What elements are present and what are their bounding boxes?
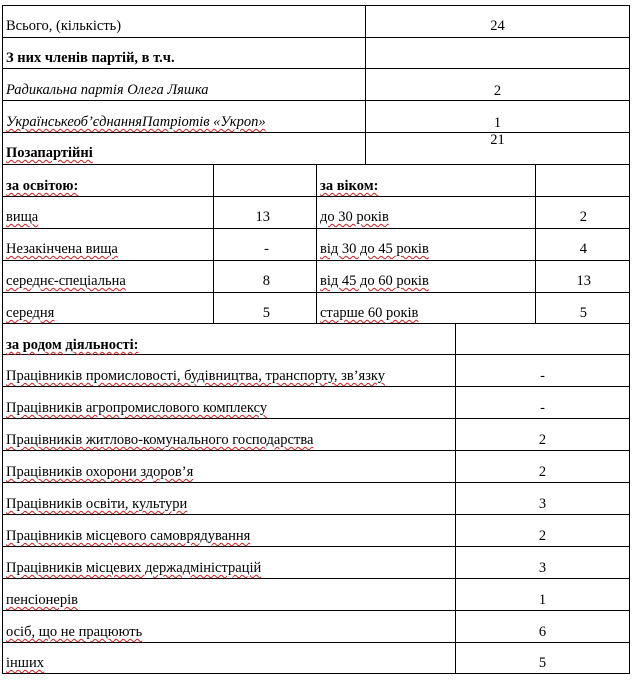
grid-line [2, 100, 630, 101]
occupation-label: Працівників агропромислового комплексу [6, 400, 268, 416]
party-label: Українськеоб’єднанняПатріотів «Укроп» [6, 114, 266, 130]
occupation-label: осіб, що не працюють [6, 624, 143, 640]
nonpartisan-label: Позапартійні [6, 145, 93, 161]
grid-line [2, 354, 630, 355]
occupation-label: Працівників промисловості, будівництва, транспорту, зв’язку [6, 368, 386, 384]
total-value: 24 [490, 18, 505, 34]
party-members-label: З них членів партій, в т.ч. [6, 50, 175, 66]
grid-line [629, 5, 630, 674]
age-label: від 30 до 45 років [320, 241, 429, 257]
occupation-value: - [540, 400, 545, 416]
age-value: 5 [579, 305, 587, 321]
grid-line [2, 418, 630, 419]
occupation-label: Працівників місцевих держадміністрацій [6, 560, 262, 576]
occupation-value: 1 [538, 592, 547, 608]
age-value: 13 [576, 273, 591, 289]
occupation-value: 6 [538, 624, 547, 640]
total-label: Всього, (кількість) [6, 18, 122, 34]
education-value: 5 [262, 305, 270, 321]
age-value: 4 [579, 241, 587, 257]
occupation-value: 5 [538, 655, 547, 671]
education-value: 8 [262, 273, 270, 289]
occupation-label: інших [6, 655, 44, 671]
grid-line [2, 514, 630, 515]
grid-line [2, 5, 3, 674]
occupation-label: Працівників житлово-комунального господарства [6, 432, 314, 448]
occupation-value: 2 [538, 464, 547, 480]
occupation-label: пенсіонерів [6, 592, 78, 608]
nonpartisan-value: 21 [490, 132, 505, 148]
grid-line [2, 450, 630, 451]
grid-line [2, 37, 630, 38]
occupation-label: Працівників освіти, культури [6, 496, 188, 512]
occupation-value: 3 [538, 496, 547, 512]
grid-line [316, 164, 317, 323]
age-value: 2 [579, 209, 587, 225]
education-label: Незакінчена вища [6, 241, 118, 257]
grid-line [2, 642, 630, 643]
occupation-header: за родом діяльності: [6, 337, 139, 353]
education-label: середня [6, 305, 55, 321]
party-label: Радикальна партія Олега Ляшка [6, 82, 209, 98]
education-value: - [264, 241, 269, 257]
grid-line [2, 68, 630, 69]
education-label: вища [6, 209, 39, 225]
party-value: 2 [493, 83, 502, 99]
grid-line [2, 386, 630, 387]
party-value: 1 [493, 115, 502, 131]
occupation-label: Працівників охорони здоров’я [6, 464, 194, 480]
grid-line [2, 673, 630, 674]
grid-line [2, 578, 630, 579]
grid-line [2, 5, 630, 6]
age-label: старше 60 років [320, 305, 419, 321]
occupation-value: - [540, 368, 545, 384]
education-header: за освітою: [6, 178, 79, 194]
education-value: 13 [255, 209, 270, 225]
age-label: від 45 до 60 років [320, 273, 429, 289]
occupation-label: Працівників місцевого самоврядування [6, 528, 251, 544]
grid-line [2, 610, 630, 611]
occupation-value: 3 [538, 560, 547, 576]
occupation-value: 2 [538, 432, 547, 448]
grid-line [2, 482, 630, 483]
age-header: за віком: [320, 178, 379, 194]
occupation-value: 2 [538, 528, 547, 544]
age-label: до 30 років [320, 209, 389, 225]
grid-line [2, 323, 630, 324]
education-label: середнє-спеціальна [6, 273, 126, 289]
grid-line [2, 546, 630, 547]
